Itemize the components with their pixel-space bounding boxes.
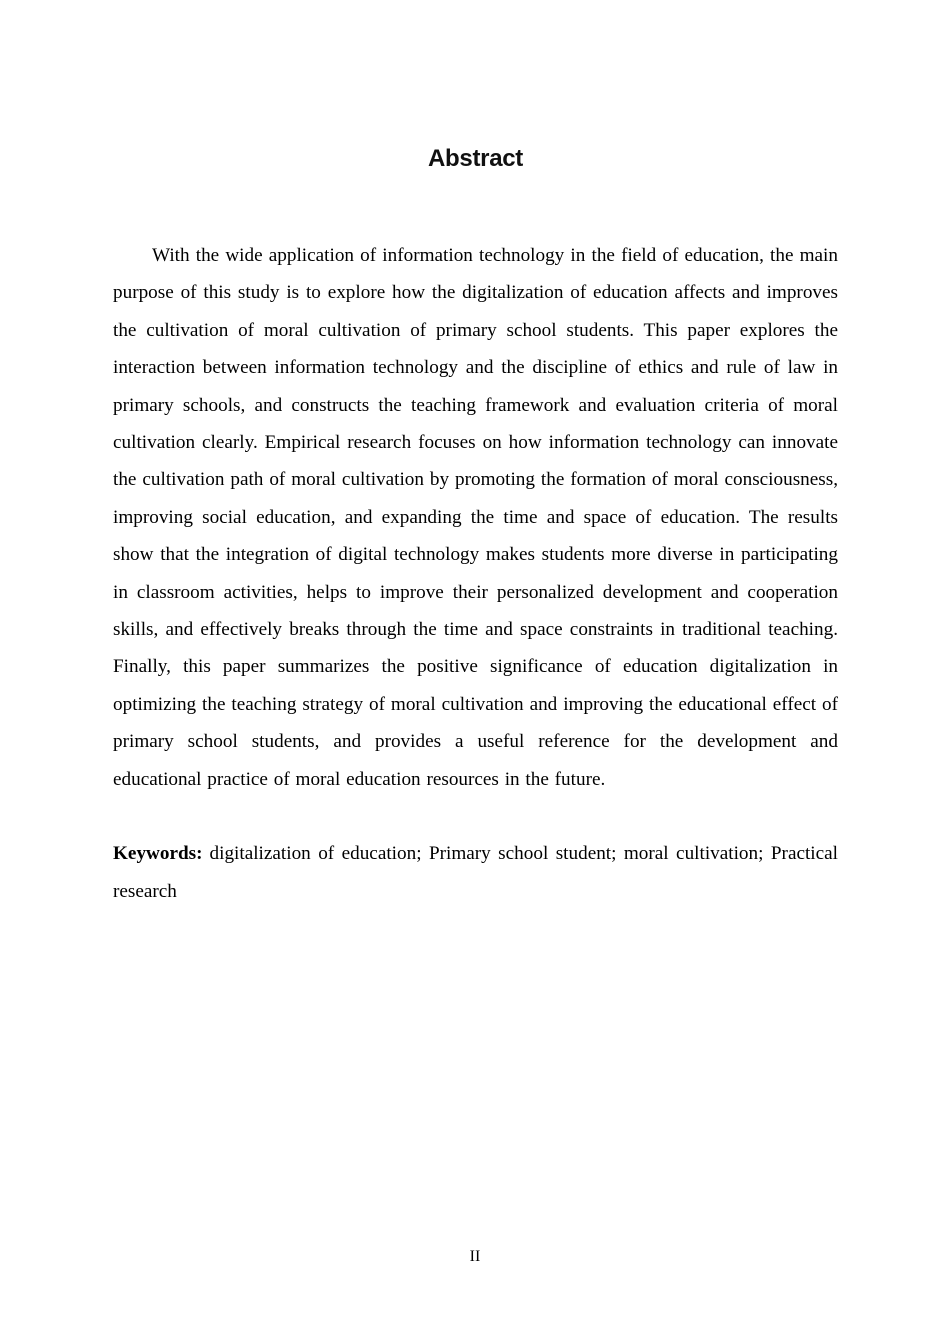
abstract-paragraph: With the wide application of information technology in the field of education, the main purpose of this study is to explore how the digitalization of education affects and improves the cultivation of moral cultivation of primary school students. This paper explores the interaction between information technology and the discipline of ethics and rule of law in primary schools, and constructs the teaching framework and evaluation criteria of moral cultivation clearly. Empirical research focuses on how information technology can innovate the cultivation path of moral cultivation by promoting the formation of moral consciousness, improving social education, and expanding the time and space of education. The results show that the integration of digital technology makes students more diverse in participating in classroom activities, helps to improve their personalized development and cooperation skills, and effectively breaks through the time and space constraints in traditional teaching. Finally, this paper summarizes the positive significance of education digitalization in optimizing the teaching strategy of moral cultivation and improving the educational effect of primary school students, and provides a useful reference for the development and educational practice of moral education resources in the future.	[113, 245, 838, 790]
keywords-line	[113, 835, 838, 910]
page-number: II	[469, 1248, 481, 1265]
keywords-text: digitalization of education; Primary school student; moral cultivation; Practical research	[113, 843, 838, 902]
keywords-label: Keywords:	[113, 843, 203, 865]
page-content	[113, 0, 838, 910]
abstract-title: Abstract	[428, 145, 523, 172]
